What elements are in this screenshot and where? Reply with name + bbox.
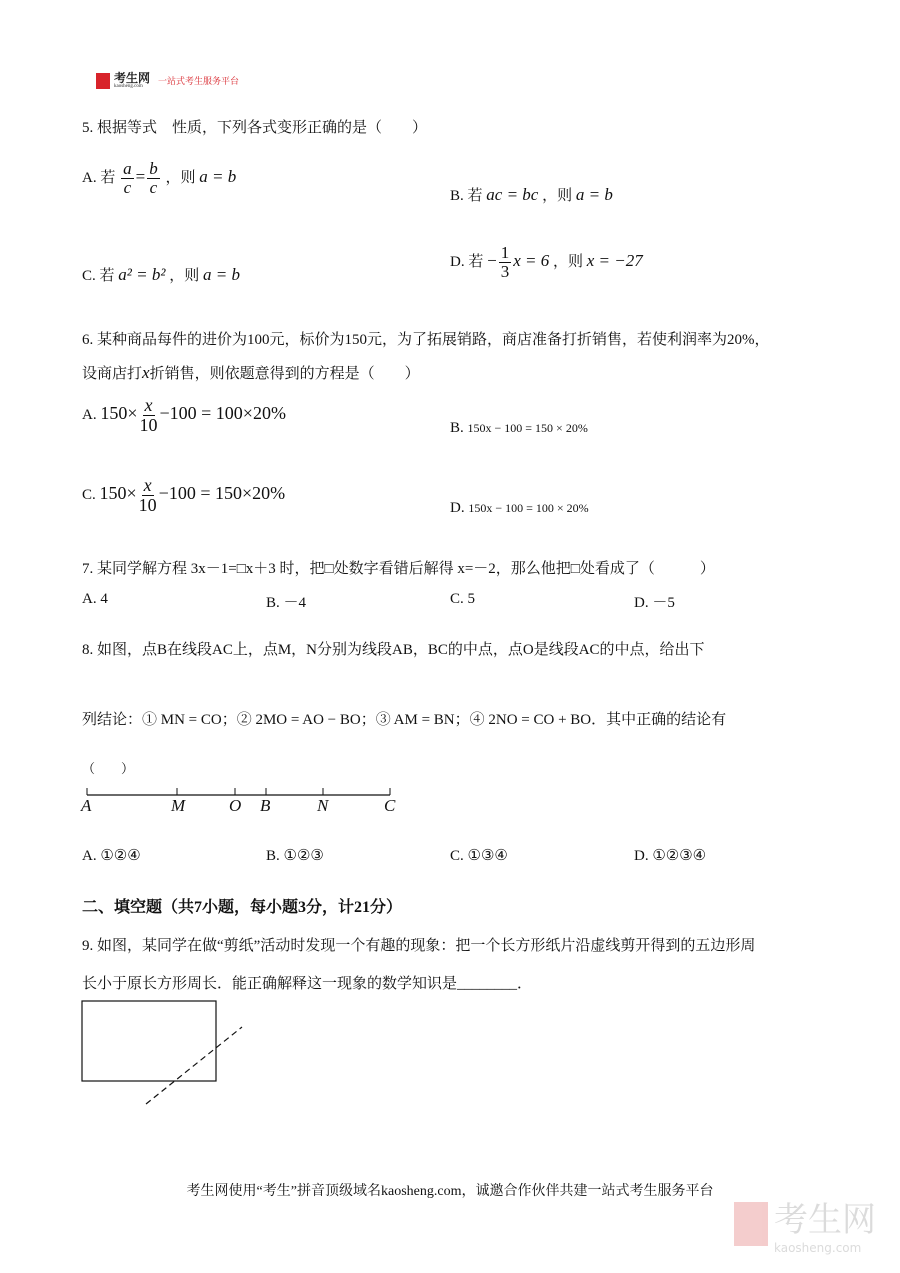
option-label: D. — [634, 595, 649, 611]
watermark — [734, 1192, 876, 1255]
option-label: D. — [450, 500, 465, 516]
q6-option-d — [450, 500, 589, 517]
q7-option-b — [266, 591, 306, 612]
q9-stem-line2: 长小于原长方形周长．能正确解释这一现象的数学知识是________． — [82, 976, 533, 992]
option-math: x = −27 — [586, 250, 643, 270]
rectangle — [82, 1001, 216, 1081]
point-label-O: O — [229, 796, 242, 815]
fraction — [139, 476, 157, 515]
option-value: ①②③④ — [652, 848, 707, 864]
option-label: B. — [266, 595, 280, 611]
q8-option-b — [266, 846, 324, 865]
denominator: c — [123, 177, 132, 197]
numerator: 1 — [500, 243, 510, 262]
numerator: a — [123, 159, 132, 178]
option-text: 若 — [467, 188, 483, 204]
option-math: 150× — [100, 402, 138, 423]
point-label-M: M — [171, 796, 186, 815]
option-label: C. — [82, 268, 96, 284]
q5-stem: 5. 根据等式 性质，下列各式变形正确的是（ ） — [82, 120, 428, 136]
option-math: a = b — [575, 185, 613, 204]
denominator: 10 — [139, 414, 158, 435]
q8-option-d — [634, 846, 706, 865]
site-logo — [96, 72, 239, 89]
option-label: D. — [450, 253, 465, 270]
cut-dashed-line — [146, 1027, 242, 1104]
point-label-N: N — [317, 796, 329, 815]
q9-rectangle-figure — [80, 1000, 250, 1110]
fraction — [140, 396, 158, 435]
q8-option-a — [82, 846, 141, 865]
q7-option-a — [82, 591, 108, 608]
option-math: −100 = 100×20% — [159, 402, 286, 423]
q9-stem-line1: 9. 如图，某同学在做“剪纸”活动时发现一个有趣的现象：把一个长方形纸片沿虚线剪开得到的五边形周 — [82, 938, 756, 954]
q5-option-c — [82, 264, 240, 285]
q6-stem-line2 — [82, 362, 420, 383]
watermark-name: 考生网 — [774, 1200, 876, 1240]
option-math: a = b — [199, 166, 237, 186]
option-label: A. — [82, 848, 97, 864]
q5-option-d — [450, 244, 643, 281]
q8-stem-line2: 列结论：① MN = CO；② 2MO = AO − BO；③ AM = BN；④ 2NO = CO + BO．其中正确的结论有 — [82, 712, 727, 728]
q8-stem-line1: 8. 如图，点B在线段AC上，点M，N分别为线段AB，BC的中点，点O是线段AC的中点，给出下 — [82, 642, 705, 658]
option-value: －4 — [283, 595, 307, 611]
option-math: −100 = 150×20% — [158, 482, 286, 503]
point-label-C: C — [384, 796, 396, 815]
fraction — [121, 160, 134, 197]
option-value: ①③④ — [467, 848, 508, 864]
denominator: c — [149, 177, 158, 197]
q7-option-d — [634, 591, 675, 612]
denominator: 3 — [500, 261, 510, 281]
option-text: ，则 — [165, 169, 196, 186]
option-math: 150x − 100 = 100 × 20% — [468, 501, 589, 515]
option-label: C. — [450, 591, 464, 607]
denominator: 10 — [138, 494, 157, 515]
numerator: x — [144, 395, 153, 415]
option-label: C. — [450, 848, 464, 864]
option-value: 5 — [467, 591, 476, 607]
minus-sign: − — [487, 250, 497, 270]
q7-stem: 7. 某同学解方程 3x－1=□x＋3 时，把□处数字看错后解得 x=－2，那么他把□处看成了（ ） — [82, 561, 715, 577]
logo-icon — [96, 73, 110, 89]
option-text: ，则 — [169, 268, 200, 284]
q8-answer-paren: （ ） — [82, 761, 135, 776]
option-label: A. — [82, 406, 97, 423]
option-math: ac = bc — [486, 185, 539, 204]
option-label: C. — [82, 486, 96, 503]
stem-text: 折销售，则依题意得到的方程是（ ） — [149, 366, 420, 382]
option-math: x = 6 — [513, 250, 550, 270]
q7-option-c — [450, 591, 475, 608]
q6-option-a — [82, 396, 286, 435]
option-value: ①②④ — [100, 848, 141, 864]
q5-option-a — [82, 160, 236, 197]
q6-option-b — [450, 420, 588, 437]
q8-line-segment-figure — [80, 783, 410, 823]
option-text: 若 — [468, 253, 484, 270]
fraction — [147, 160, 160, 197]
q6-stem-line1: 6. 某种商品每件的进价为100元，标价为150元，为了拓展销路，商店准备打折销售，若使利润率为20%， — [82, 332, 770, 348]
point-label-B: B — [260, 796, 271, 815]
option-label: A. — [82, 169, 97, 186]
option-math: 150× — [99, 482, 137, 503]
stem-text: 设商店打 — [82, 366, 143, 382]
logo-name: 考生网 — [114, 71, 151, 85]
stem-math: x — [142, 363, 150, 382]
option-text: ，则 — [552, 253, 583, 270]
option-label: B. — [450, 420, 464, 436]
logo-slogan: 一站式考生服务平台 — [158, 76, 240, 86]
option-value: ①②③ — [283, 848, 324, 864]
q8-option-c — [450, 846, 508, 865]
watermark-url: kaosheng.com — [774, 1241, 862, 1255]
option-math: a = b — [202, 265, 240, 284]
numerator: x — [143, 475, 152, 495]
option-label: A. — [82, 591, 97, 607]
q5-option-b — [450, 184, 613, 205]
fraction — [499, 244, 512, 281]
option-label: B. — [450, 188, 464, 204]
option-text: ，则 — [542, 188, 573, 204]
point-label-A: A — [81, 796, 92, 815]
q6-option-c — [82, 476, 285, 515]
option-value: －5 — [652, 595, 675, 611]
page-footer: 考生网使用“考生”拼音顶级域名kaosheng.com，诚邀合作伙伴共建一站式考生服务平台 — [186, 1184, 714, 1199]
option-value: 4 — [100, 591, 108, 607]
watermark-logo-icon — [734, 1202, 768, 1246]
option-text: 若 — [100, 169, 116, 186]
option-label: B. — [266, 848, 280, 864]
equals: = — [135, 166, 146, 186]
section-heading: 二、填空题（共7小题，每小题3分，计21分） — [82, 899, 403, 916]
option-math: a² = b² — [118, 265, 166, 284]
numerator: b — [149, 159, 158, 178]
option-text: 若 — [99, 268, 115, 284]
logo-url: kaosheng.com — [114, 84, 143, 89]
option-math: 150x − 100 = 150 × 20% — [467, 421, 588, 435]
option-label: D. — [634, 848, 649, 864]
